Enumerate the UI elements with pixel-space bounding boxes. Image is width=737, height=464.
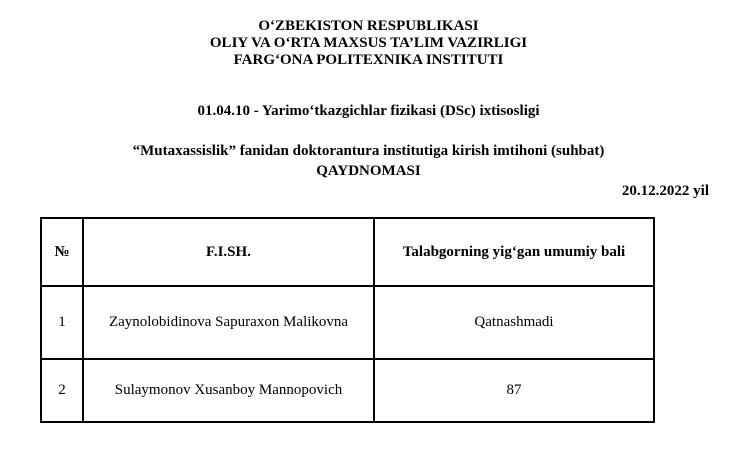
row-number: 1 [41, 286, 83, 359]
column-header-fullname: F.I.SH. [83, 218, 374, 286]
candidate-name: Sulaymonov Xusanboy Mannopovich [83, 359, 374, 422]
table-row [41, 286, 654, 359]
column-header-number: № [41, 218, 83, 286]
exam-title-block [0, 141, 737, 181]
table-row [41, 359, 654, 422]
specialty-line: 01.04.10 - Yarimoʻtkazgichlar fizikasi (DSc) ixtisosligi [197, 103, 540, 119]
record-title: QAYDNOMASI [316, 163, 421, 179]
candidate-name: Zaynolobidinova Sapuraxon Malikovna [83, 286, 374, 359]
exam-subject-line: “Mutaxassislik” fanidan doktorantura institutiga kirish imtihoni (suhbat) [132, 143, 605, 159]
header-line-republic: OʻZBEKISTON RESPUBLIKASI [258, 18, 479, 34]
candidate-score: Qatnashmadi [374, 286, 654, 359]
document-date: 20.12.2022 yil [621, 183, 709, 199]
table-header-row [41, 218, 654, 286]
column-header-total-score: Talabgorning yigʻgan umumiy bali [374, 218, 654, 286]
header-line-ministry: OLIY VA OʻRTA MAXSUS TA’LIM VAZIRLIGI [209, 35, 528, 51]
header-line-institute: FARGʻONA POLITEXNIKA INSTITUTI [233, 52, 504, 68]
row-number: 2 [41, 359, 83, 422]
candidate-score: 87 [374, 359, 654, 422]
document-header [0, 0, 737, 69]
score-table [40, 217, 655, 423]
